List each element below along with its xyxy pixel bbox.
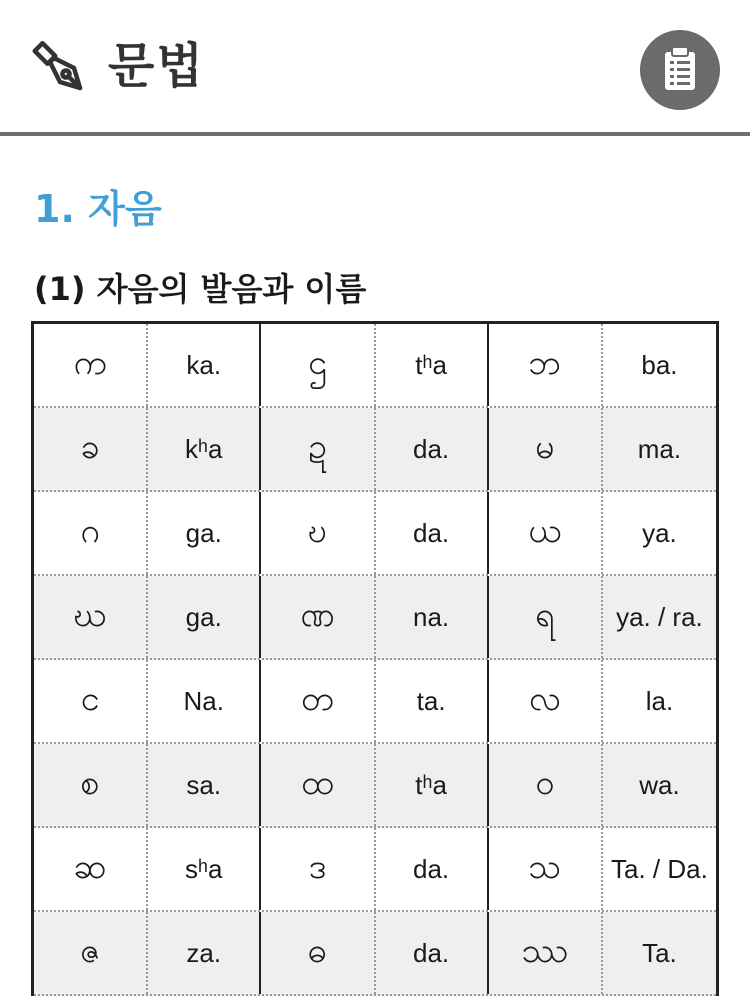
section-title: 1. 자음 — [34, 187, 162, 231]
app-header — [0, 0, 750, 134]
table-row — [34, 828, 716, 912]
consonant-romanization: sʰa — [148, 828, 261, 910]
consonant-romanization: Ta. — [642, 937, 677, 968]
subsection-title: (1) 자음의 발음과 이름 — [34, 270, 367, 308]
consonant-char: ဆ — [34, 828, 148, 910]
consonant-char: ဂ — [34, 492, 148, 574]
consonant-char: ဌ — [261, 324, 375, 406]
consonant-char: ဘ — [489, 324, 603, 406]
consonant-romanization: na. — [376, 576, 489, 658]
consonant-romanization: da. — [376, 408, 489, 490]
consonant-romanization: ba. — [641, 349, 678, 380]
consonant-romanization: da. — [376, 828, 489, 910]
consonant-romanization: ya. / ra. — [616, 601, 703, 632]
table-row — [34, 324, 716, 408]
consonant-char: မ — [489, 408, 603, 490]
consonant-romanization: ga. — [148, 576, 261, 658]
consonant-romanization: sa. — [148, 744, 261, 826]
consonant-romanization: la. — [645, 685, 674, 716]
consonant-char: ရ — [489, 576, 603, 658]
consonant-table — [31, 321, 719, 996]
table-row — [34, 912, 716, 996]
consonant-romanization: da. — [376, 912, 489, 994]
consonant-romanization: tʰa — [376, 744, 489, 826]
table-row — [34, 492, 716, 576]
pen-nib-icon — [30, 36, 94, 100]
table-row — [34, 408, 716, 492]
consonant-romanization: Ta. / Da. — [611, 853, 708, 884]
consonant-char: ဍ — [261, 408, 375, 490]
consonant-char: ဓ — [261, 912, 375, 994]
consonant-char: ဿ — [489, 912, 603, 994]
consonant-char: က — [34, 324, 148, 406]
page-title: 문법 — [108, 38, 205, 94]
consonant-char: င — [34, 660, 148, 742]
consonant-romanization: da. — [376, 492, 489, 574]
consonant-char: ဏ — [261, 576, 375, 658]
table-row — [34, 660, 716, 744]
table-row — [34, 576, 716, 660]
consonant-romanization: ma. — [637, 433, 682, 464]
consonant-char: ဃ — [34, 576, 148, 658]
consonant-char: စ — [34, 744, 148, 826]
consonant-romanization: ta. — [376, 660, 489, 742]
clipboard-icon — [640, 30, 720, 110]
consonant-char: ယ — [489, 492, 603, 574]
consonant-char: ခ — [34, 408, 148, 490]
consonant-char: တ — [261, 660, 375, 742]
consonant-char: ဝ — [489, 744, 603, 826]
consonant-romanization: za. — [148, 912, 261, 994]
consonant-romanization: ya. — [642, 517, 677, 548]
consonant-romanization: ga. — [148, 492, 261, 574]
consonant-romanization: ka. — [148, 324, 261, 406]
header-divider — [0, 132, 750, 136]
consonant-char: ဎ — [261, 492, 375, 574]
consonant-char: ဒ — [261, 828, 375, 910]
notes-button[interactable] — [640, 30, 720, 110]
consonant-char: ဇ — [34, 912, 148, 994]
table-row — [34, 744, 716, 828]
consonant-char: ထ — [261, 744, 375, 826]
consonant-char: လ — [489, 660, 603, 742]
consonant-romanization: tʰa — [376, 324, 489, 406]
consonant-romanization: Na. — [148, 660, 261, 742]
consonant-romanization: wa. — [639, 769, 680, 800]
consonant-romanization: kʰa — [148, 408, 261, 490]
consonant-char: သ — [489, 828, 603, 910]
